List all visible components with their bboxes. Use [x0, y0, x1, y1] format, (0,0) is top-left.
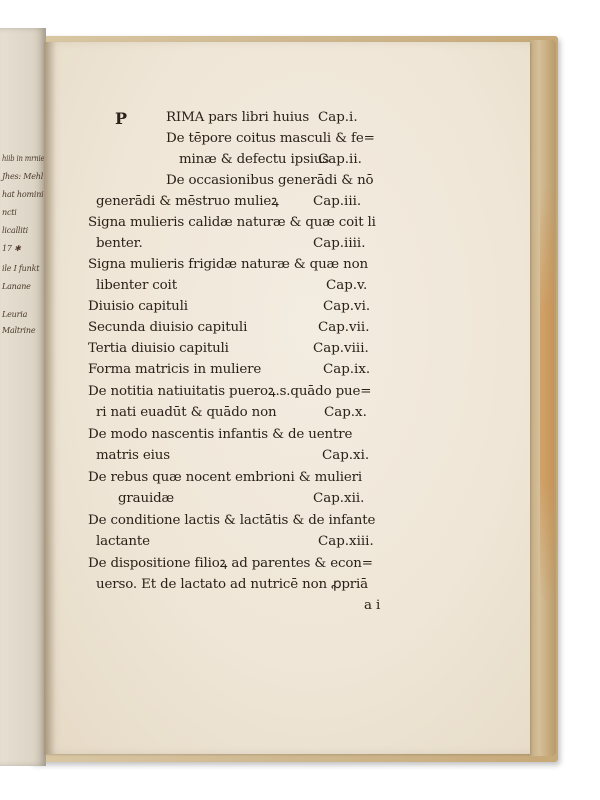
text-line: grauidæ [118, 491, 174, 506]
text-line: Secunda diuisio capituli [88, 320, 248, 335]
chapter-label: Cap.vi. [323, 299, 371, 314]
chapter-label: Cap.xi. [322, 448, 370, 463]
chapter-label: Cap.xiii. [318, 534, 374, 549]
text-line: De conditione lactis & lactātis & de infante [88, 513, 376, 528]
text-line: Diuisio capituli [88, 299, 188, 314]
page-gutter-shadow [44, 42, 56, 754]
text-line: De notitia natiuitatis pueroꝝ.s.quādo pue= [88, 384, 372, 399]
handwritten-note: licalliti [2, 226, 29, 235]
signature-mark: a i [364, 598, 381, 613]
text-line: De modo nascentis infantis & de uentre [88, 427, 353, 442]
text-line: Signa mulieris frigidæ naturæ & quæ non [88, 257, 368, 272]
handwritten-note: Jhes: Mehl [2, 172, 44, 181]
chapter-label: Cap.viii. [313, 341, 369, 356]
cover-stain [540, 185, 554, 605]
text-line: De occasionibus generādi & nō [166, 173, 374, 188]
text-line: De tēpore coitus masculi & fe= [166, 131, 375, 146]
initial-letter: P [115, 109, 128, 128]
chapter-label: Cap.x. [324, 405, 367, 420]
text-line: Signa mulieris calidæ naturæ & quæ coit li [88, 215, 376, 230]
text-line: minæ & defectu ipsius [179, 152, 330, 167]
text-line: generādi & mēstruo mulieꝝ [96, 194, 279, 209]
text-line: Tertia diuisio capituli [88, 341, 229, 356]
chapter-label: Cap.ix. [323, 362, 371, 377]
chapter-label: Cap.ii. [318, 152, 362, 167]
handwritten-note: ncti [2, 208, 17, 217]
text-line: lactante [96, 534, 150, 549]
chapter-label: Cap.v. [326, 278, 368, 293]
handwritten-note: ile I funkt [2, 264, 40, 273]
text-line: Forma matricis in muliere [88, 362, 262, 377]
chapter-label: Cap.vii. [318, 320, 370, 335]
text-line: benter. [96, 236, 143, 251]
text-line: uerso. Et de lactato ad nutricē non ꝓpriā [96, 577, 368, 592]
text-line: ri nati euadūt & quādo non [96, 405, 277, 420]
handwritten-note: Leuria [2, 310, 28, 319]
chapter-label: Cap.iiii. [313, 236, 366, 251]
text-line: De rebus quæ nocent embrioni & mulieri [88, 470, 363, 485]
handwritten-note: 17 ✱ [2, 244, 21, 253]
text-line: libenter coit [96, 278, 177, 293]
handwritten-note: Lanane [2, 282, 31, 291]
text-line: RIMA pars libri huius [166, 110, 310, 125]
left-endpaper [0, 28, 46, 766]
chapter-label: Cap.xii. [313, 491, 365, 506]
handwritten-note: hat homini [2, 190, 44, 199]
chapter-label: Cap.iii. [313, 194, 362, 209]
text-line: matris eius [96, 448, 170, 463]
text-line: De dispositione filioꝝ ad parentes & econ= [88, 556, 373, 571]
chapter-label: Cap.i. [318, 110, 358, 125]
handwritten-note: Maltrine [2, 326, 36, 335]
handwritten-note: hiib in mrnie [2, 154, 45, 163]
